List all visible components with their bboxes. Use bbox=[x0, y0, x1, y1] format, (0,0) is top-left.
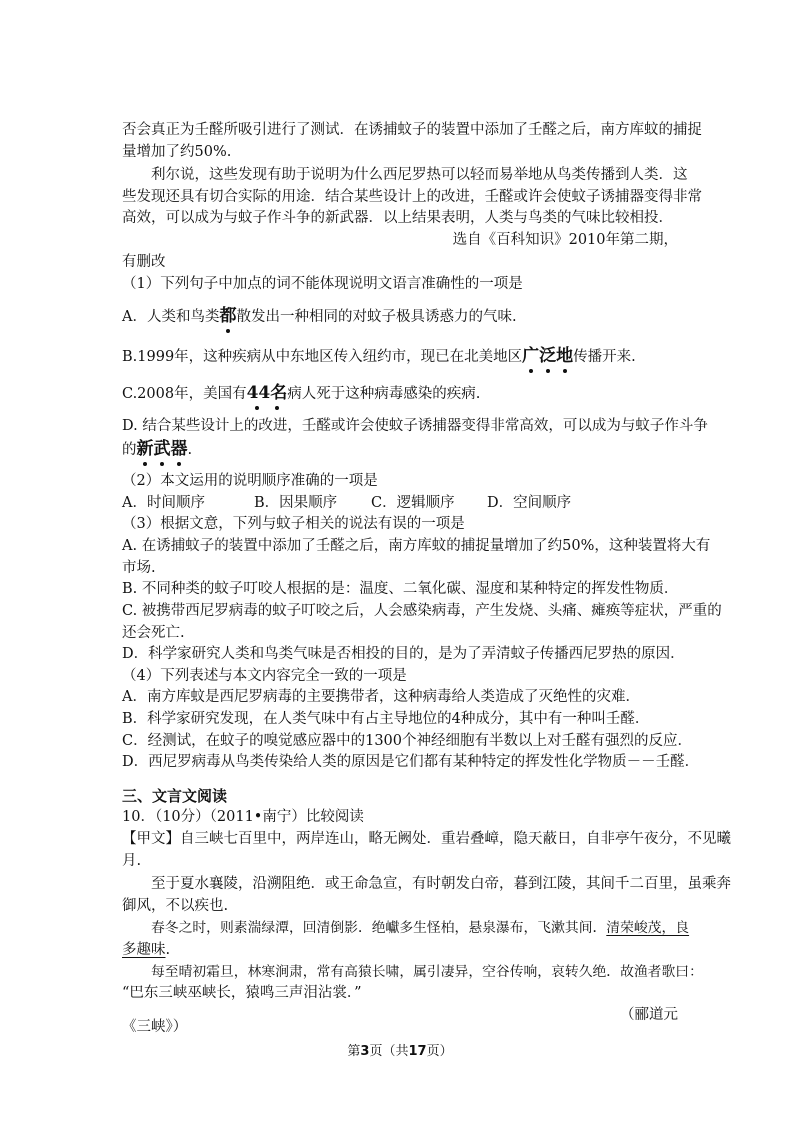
question-stem: （2）本文运用的说明顺序准确的一项是 bbox=[122, 472, 378, 489]
footer-text: 页（共 bbox=[369, 1044, 409, 1059]
footer-text: 页） bbox=[426, 1044, 453, 1059]
paragraph-line: 御风，不以疾也. bbox=[122, 897, 229, 914]
paragraph-line bbox=[151, 918, 689, 938]
footer-text: 第 bbox=[347, 1044, 361, 1059]
underlined-phrase: 多趣味 bbox=[122, 942, 166, 958]
page-footer bbox=[0, 1040, 800, 1059]
option-b: B. 不同种类的蚊子叮咬人根据的是：温度、二氧化碳、湿度和某种特定的挥发性物质． bbox=[122, 581, 679, 598]
dotted-word bbox=[219, 306, 236, 326]
underlined-phrase: 清荣峻茂，良 bbox=[606, 920, 690, 937]
option-a-prefix: A．人类和鸟类 bbox=[122, 308, 220, 325]
section-heading: 三、文言文阅读 bbox=[122, 786, 228, 805]
option-c: C．逻辑顺序 bbox=[371, 494, 455, 511]
option-a-suffix: 散发出一种相同的对蚊子极具诱惑力的气味. bbox=[236, 308, 517, 325]
paragraph-line: 否会真正为壬醛所吸引进行了测试．在诱捕蚊子的装置中添加了壬醛之后，南方库蚊的捕捉 bbox=[122, 122, 702, 138]
dotted-word bbox=[522, 346, 573, 366]
option-d: D．空间顺序 bbox=[487, 494, 572, 511]
emphasis-dots bbox=[219, 329, 236, 333]
option-c-prefix: C.2008年，美国有 bbox=[122, 386, 247, 403]
option-b-suffix: 传播开来. bbox=[573, 348, 636, 365]
option-a bbox=[122, 306, 517, 327]
paragraph-line: 每至晴初霜旦，林寒涧肃，常有高猿长啸，属引凄异，空谷传响，哀转久绝．故渔者歌曰： bbox=[151, 963, 703, 980]
dotted-word-text: 都 bbox=[219, 305, 237, 326]
option-c-cont: 还会死亡. bbox=[122, 624, 185, 641]
question-stem: （4）下列表述与本文内容完全一致的一项是 bbox=[122, 667, 407, 684]
paragraph-line: 些发现还具有切合实际的用途．结合某些设计上的改进，壬醛或许会使蚊子诱捕器变得非常 bbox=[122, 188, 702, 205]
dotted-word bbox=[137, 439, 188, 459]
emphasis-dots bbox=[247, 406, 288, 410]
question-title: 10．（10分）（2011•南宁）比较阅读 bbox=[122, 809, 364, 826]
attribution: （郦道元 bbox=[620, 1007, 678, 1023]
option-c-suffix: 病人死于这种病毒感染的疾病. bbox=[287, 386, 481, 403]
paragraph-text: . bbox=[165, 942, 171, 958]
option-b bbox=[122, 346, 636, 367]
option-b: B．因果顺序 bbox=[254, 494, 338, 511]
option-d: D．西尼罗病毒从鸟类传染给人类的原因是它们都有某种特定的挥发性化学物质－－壬醛． bbox=[122, 754, 700, 771]
paragraph-text: 春冬之时，则素湍绿潭，回清倒影．绝巘多生怪柏，悬泉瀑布，飞漱其间． bbox=[151, 920, 607, 937]
option-b-prefix: B.1999年，这种疾病从中东地区传入纽约市，现已在北美地区 bbox=[122, 348, 523, 365]
page-total: 17 bbox=[408, 1044, 427, 1059]
option-a: A. 在诱捕蚊子的装置中添加了壬醛之后，南方库蚊的捕捉量增加了约50%，这种装置将大有 bbox=[122, 537, 711, 554]
option-c bbox=[122, 383, 480, 404]
option-a-cont: 市场. bbox=[122, 559, 156, 576]
attribution-cont: 《三峡》） bbox=[122, 1019, 188, 1035]
dotted-word bbox=[247, 383, 288, 403]
dotted-word-text: 44名 bbox=[246, 383, 288, 404]
paragraph-line: 高效，可以成为与蚊子作斗争的新武器．以上结果表明，人类与鸟类的气味比较相投． bbox=[122, 210, 673, 227]
option-d-cont bbox=[122, 439, 192, 460]
option-c: C. 被携带西尼罗病毒的蚊子叮咬之后，人会感染病毒，产生发烧、头痛、瘫痪等症状，严重的 bbox=[122, 602, 722, 619]
dotted-word-text: 新武器 bbox=[136, 439, 188, 460]
option-a: A．南方库蚊是西尼罗病毒的主要携带者，这种病毒给人类造成了灭绝性的灾难． bbox=[122, 689, 640, 706]
option-a: A．时间顺序 bbox=[122, 494, 205, 511]
option-d-suffix: . bbox=[187, 442, 193, 459]
option-d-prefix: 的 bbox=[122, 442, 137, 459]
paragraph-line bbox=[122, 940, 170, 960]
question-stem: （3）根据文意，下列与蚊子相关的说法有误的一项是 bbox=[122, 516, 465, 533]
dotted-word-text: 广泛地 bbox=[522, 345, 574, 366]
source-citation-cont: 有删改 bbox=[122, 253, 166, 270]
option-b: B．科学家研究发现，在人类气味中有占主导地位的4种成分，其中有一种叫壬醛． bbox=[122, 711, 650, 728]
paragraph-line: 月. bbox=[122, 852, 142, 869]
option-d: D．科学家研究人类和鸟类气味是否相投的目的，是为了弄清蚊子传播西尼罗热的原因． bbox=[122, 646, 685, 663]
option-c: C．经测试，在蚊子的嗅觉感应器中的1300个神经细胞有半数以上对壬醛有强烈的反应． bbox=[122, 732, 692, 749]
paragraph-line: 【甲文】自三峡七百里中，两岸连山，略无阙处．重岩叠嶂，隐天蔽日，自非亭午夜分，不见曦 bbox=[122, 831, 731, 848]
paragraph-line: 量增加了约50%. bbox=[122, 143, 232, 160]
paragraph-line: 利尔说，这些发现有助于说明为什么西尼罗热可以轻而易举地从鸟类传播到人类．这 bbox=[151, 167, 688, 184]
emphasis-dots bbox=[137, 462, 188, 466]
page-number: 3 bbox=[360, 1044, 370, 1059]
question-stem: （1）下列句子中加点的词不能体现说明文语言准确性的一项是 bbox=[122, 276, 523, 293]
paragraph-line: “巴东三峡巫峡长，猿鸣三声泪沾裳．” bbox=[122, 985, 362, 1002]
option-d: D. 结合某些设计上的改进，壬醛或许会使蚊子诱捕器变得非常高效，可以成为与蚊子作斗争 bbox=[122, 417, 708, 434]
source-citation: 选自《百科知识》2010年第二期， bbox=[452, 232, 678, 249]
emphasis-dots bbox=[522, 369, 573, 373]
paragraph-line: 至于夏水襄陵，沿溯阻绝．或王命急宣，有时朝发白帝，暮到江陵，其间千二百里，虽乘奔 bbox=[151, 876, 731, 893]
